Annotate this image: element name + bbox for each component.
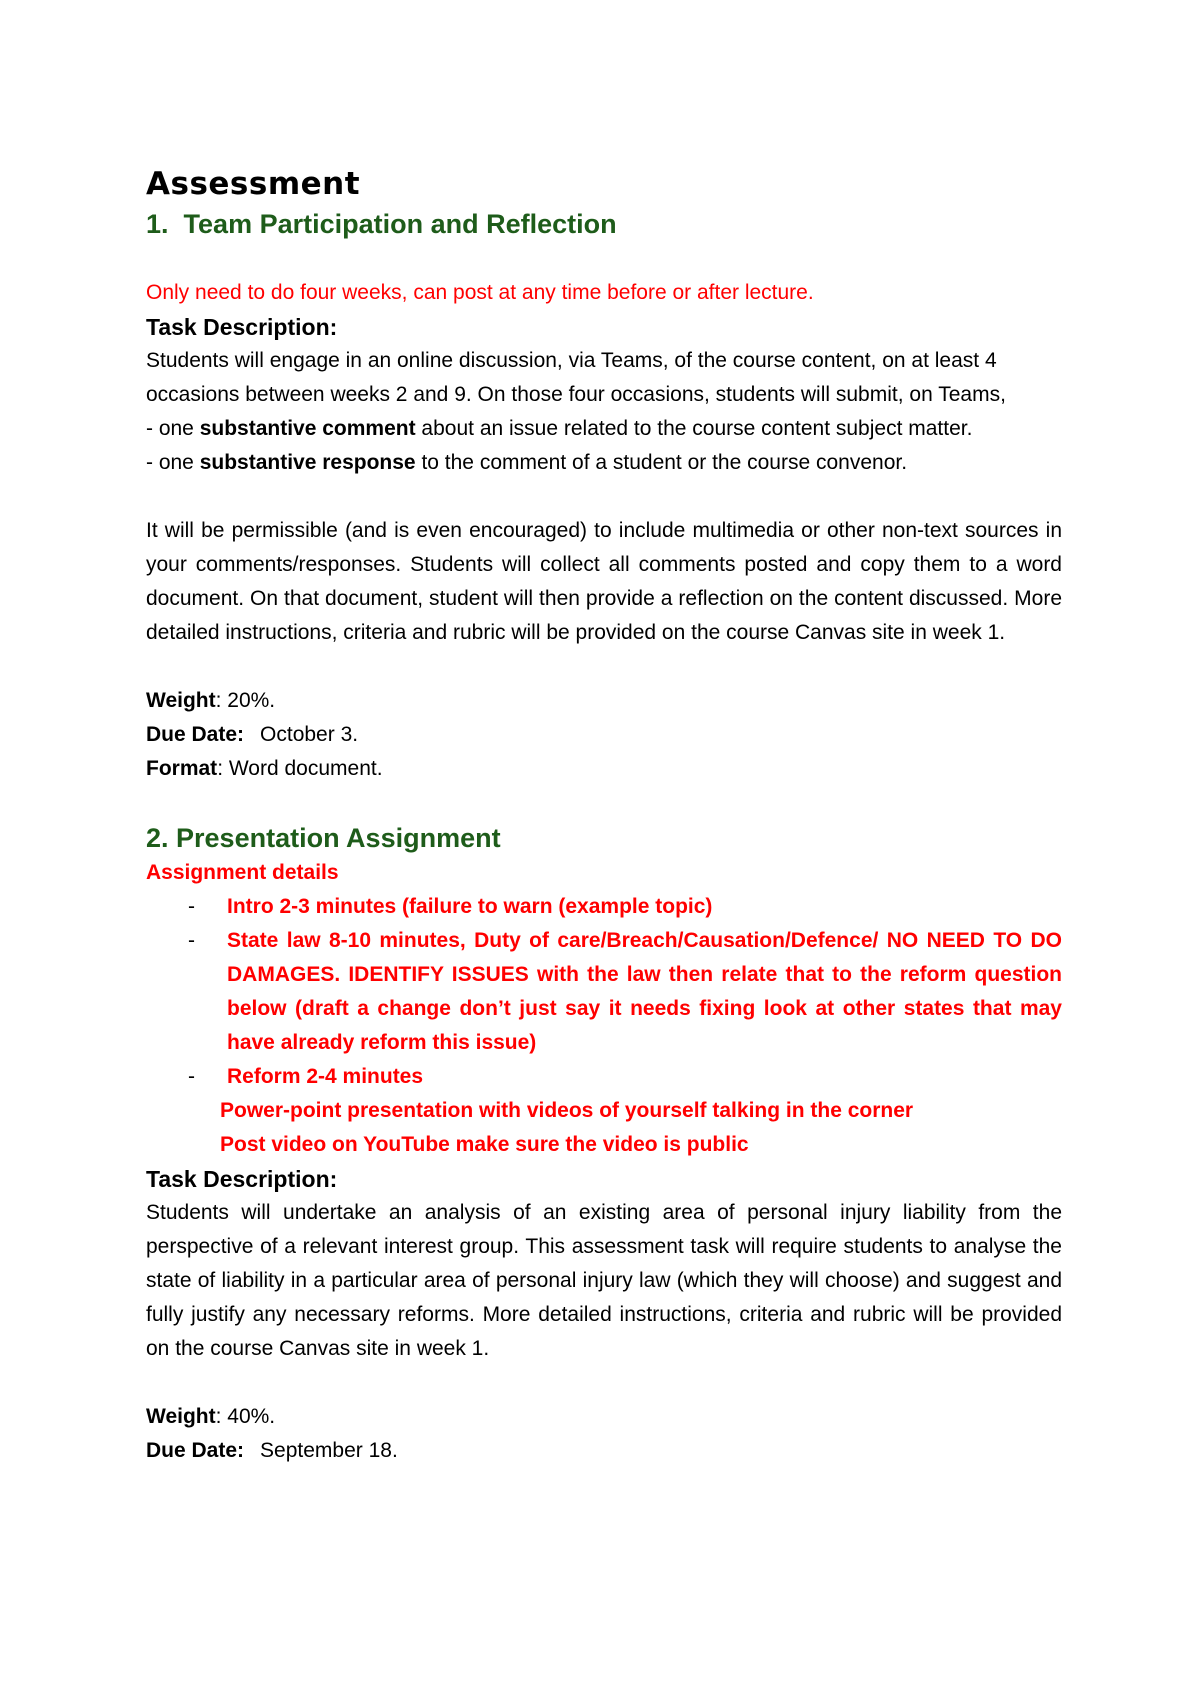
item-emphasis: substantive response <box>199 451 416 474</box>
item-suffix: to the comment of a student or the course convenor. <box>415 451 908 474</box>
section2-task-label: Task Description: <box>146 1166 338 1192</box>
weight-value: : 20%. <box>215 689 276 712</box>
section1-para1-line1: Students will engage in an online discussion, via Teams, of the course content, on at least 4 <box>146 349 997 372</box>
section1-heading-number: 1. <box>146 209 169 239</box>
format-label: Format <box>146 757 218 780</box>
weight-label: Weight <box>146 689 216 712</box>
section1-note: Only need to do four weeks, can post at any time before or after lecture. <box>146 281 814 304</box>
section2-due-date <box>146 1434 1062 1468</box>
section1-para1-line2: occasions between weeks 2 and 9. On those four occasions, students will submit, on Teams, <box>146 383 1006 406</box>
document-title: Assessment <box>146 166 361 202</box>
item-prefix: - one <box>146 451 200 474</box>
list-item <box>146 1060 1062 1094</box>
format-value: : Word document. <box>217 757 383 780</box>
document-content <box>146 164 1062 1468</box>
section1-para2: It will be permissible (and is even encouraged) to include multimedia or other non-text sources in your comments/responses. Students will collect all comments posted and copy them to a word document. On that document, student will then provide a reflection on the content discussed. More detailed instructions, criteria and rubric will be provided on the course Canvas site in week 1. <box>146 519 1062 644</box>
weight-label: Weight <box>146 1405 216 1428</box>
section1-item-response <box>146 446 1062 480</box>
item-prefix: - one <box>146 417 200 440</box>
list-item <box>146 924 1062 1060</box>
section2-extra-line1: Power-point presentation with videos of yourself talking in the corner <box>220 1099 914 1122</box>
section1-weight <box>146 684 1062 718</box>
spacer <box>146 1366 1062 1400</box>
due-date-value: October 3. <box>260 723 359 746</box>
due-date-value: September 18. <box>260 1439 398 1462</box>
due-date-label: Due Date: <box>146 1439 245 1462</box>
spacer <box>146 650 1062 684</box>
section2-weight <box>146 1400 1062 1434</box>
bullet-dash: - <box>188 895 195 918</box>
section2-para: Students will undertake an analysis of an existing area of personal injury liability from the perspective of a relevant interest group. This assessment task will require students to analyse the state of liability in a particular area of personal injury law (which they will choose) and suggest and fully justify any necessary reforms. More detailed instructions, criteria and rubric will be provided on the course Canvas site in week 1. <box>146 1201 1062 1360</box>
bullet-dash: - <box>188 1065 195 1088</box>
due-date-label: Due Date: <box>146 723 245 746</box>
section1-item-comment <box>146 412 1062 446</box>
bullet-dash: - <box>188 929 195 952</box>
section1-due-date <box>146 718 1062 752</box>
list-item-text: Reform 2-4 minutes <box>227 1065 424 1088</box>
spacer <box>146 480 1062 514</box>
spacer <box>146 786 1062 820</box>
assignment-details-list <box>146 890 1062 1094</box>
section2-heading: 2. Presentation Assignment <box>146 823 501 853</box>
list-item-text: Intro 2-3 minutes (failure to warn (example topic) <box>227 895 713 918</box>
section1-heading-text: Team Participation and Reflection <box>183 209 617 239</box>
section1-task-label: Task Description: <box>146 314 338 340</box>
list-item <box>146 890 1062 924</box>
spacer <box>146 242 1062 276</box>
item-emphasis: substantive comment <box>199 417 416 440</box>
assignment-details-label: Assignment details <box>146 861 339 884</box>
list-item-text: State law 8-10 minutes, Duty of care/Breach/Causation/Defence/ NO NEED TO DO DAMAGES. IDENTIFY ISSUES with the law then relate that to the reform question below (draft a change don’t just say it needs fixing look at other states that may have already reform this issue) <box>227 929 1062 1054</box>
section1-heading <box>146 206 1062 242</box>
section2-extra-line2: Post video on YouTube make sure the video is public <box>220 1133 749 1156</box>
weight-value: : 40%. <box>215 1405 276 1428</box>
section1-format <box>146 752 1062 786</box>
item-suffix: about an issue related to the course content subject matter. <box>415 417 973 440</box>
